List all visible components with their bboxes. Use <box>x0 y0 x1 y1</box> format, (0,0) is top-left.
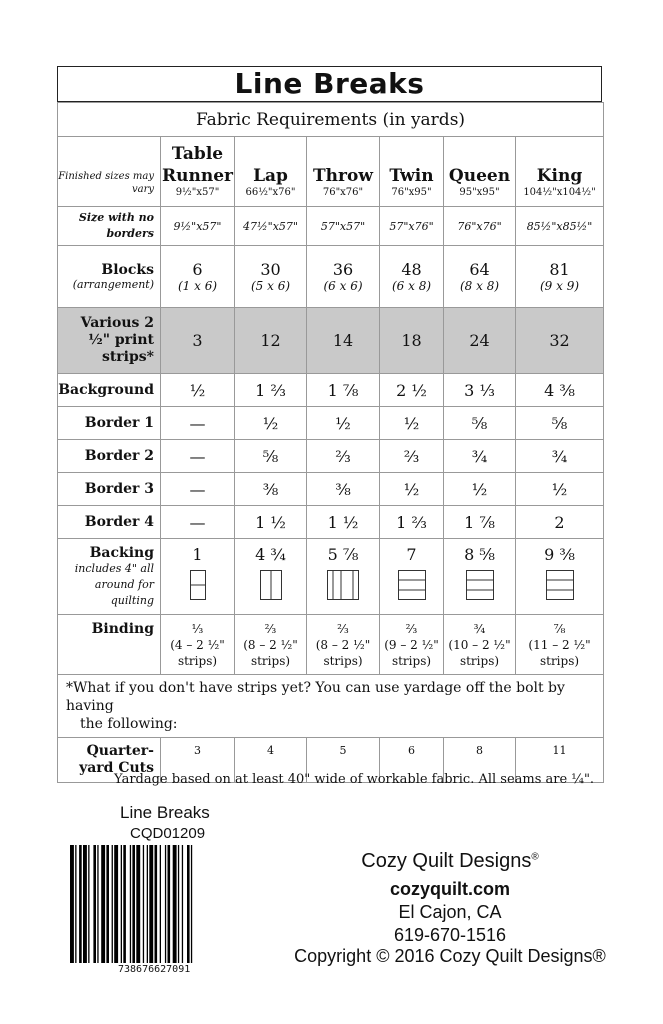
table-cell: 1 ⅞ <box>444 506 516 539</box>
table-cell: 18 <box>380 308 444 374</box>
size-dim: 95"x95" <box>459 187 500 198</box>
blocks-arrangement: (1 x 6) <box>177 279 218 293</box>
barcode-bar <box>178 845 179 963</box>
size-name: Table Runner <box>162 144 233 186</box>
size-name: Lap <box>253 166 288 186</box>
size-header-row <box>58 137 604 207</box>
row-label: Border 4 <box>58 506 161 539</box>
backing-layout-icon <box>260 570 282 600</box>
company-phone: 619-670-1516 <box>393 925 507 945</box>
blocks-count: 6 <box>192 260 203 279</box>
barcode-bar <box>147 845 148 963</box>
table-cell: 1 ½ <box>235 506 307 539</box>
table-cell: 57"x57" <box>307 207 380 246</box>
table-cell: 1 ½ <box>307 506 380 539</box>
binding-value: ¾ <box>473 621 486 636</box>
size-dim: 104½"x104½" <box>523 187 596 198</box>
backing-value: 1 <box>192 545 203 564</box>
barcode-bar <box>143 845 144 963</box>
barcode-bar <box>123 845 126 963</box>
page-title: Line Breaks <box>57 66 602 102</box>
table-cell: — <box>161 473 235 506</box>
binding-value: ⅔ <box>264 621 277 636</box>
barcode-bar <box>165 845 166 963</box>
table-cell: ¾ <box>516 440 604 473</box>
barcode-bar <box>70 845 74 963</box>
strips-row <box>58 308 604 374</box>
binding-value: ⅔ <box>337 621 349 636</box>
blocks-arrangement: (6 x 6) <box>323 279 363 293</box>
table-subtitle: Fabric Requirements (in yards) <box>58 103 604 137</box>
row-label: Background <box>58 374 161 407</box>
barcode-bar <box>83 845 87 963</box>
table-row <box>58 374 604 407</box>
table-cell: 85½"x85½" <box>516 207 604 246</box>
barcode-bar <box>155 845 158 963</box>
barcode-bar <box>182 845 183 963</box>
blocks-arrangement: (5 x 6) <box>250 279 291 293</box>
backing-value: 5 ⅞ <box>327 545 359 564</box>
blocks-arrangement: (8 x 8) <box>459 279 500 293</box>
row-label: Border 3 <box>58 473 161 506</box>
blocks-count: 30 <box>260 260 281 279</box>
table-cell: 9½"x57" <box>161 207 235 246</box>
table-cell: ⅔ <box>380 440 444 473</box>
note-line-1: *What if you don't have strips yet? You can use yardage off the bolt by having <box>66 680 565 714</box>
table-cell: 1 ⅔ <box>235 374 307 407</box>
barcode-bar <box>114 845 118 963</box>
size-name: Throw <box>313 166 373 186</box>
binding-label: Binding <box>58 615 161 675</box>
binding-strips: (8 – 2 ½" <box>243 637 298 652</box>
company-name <box>260 850 640 873</box>
table-cell: 6 <box>380 738 444 783</box>
blocks-arrangement: (9 x 9) <box>540 279 580 293</box>
strips-label: Various 2 ½" print strips* <box>80 315 154 365</box>
binding-strips-word: strips) <box>391 653 432 668</box>
barcode-bar <box>106 845 109 963</box>
table-cell: ½ <box>444 473 516 506</box>
table-cell: ½ <box>380 473 444 506</box>
table-cell: 4 ⅜ <box>516 374 604 407</box>
table-cell: ⅜ <box>235 473 307 506</box>
barcode-bar <box>121 845 122 963</box>
size-dim: 66½"x76" <box>245 187 296 198</box>
row-label: Border 1 <box>58 407 161 440</box>
barcode-bar <box>79 845 82 963</box>
barcode <box>70 845 216 963</box>
backing-layout-icon <box>466 570 494 600</box>
table-row <box>58 440 604 473</box>
table-cell: ½ <box>516 473 604 506</box>
table-cell: 4 <box>235 738 307 783</box>
table-cell: ½ <box>380 407 444 440</box>
quarter-yard-label: Quarter-yard Cuts <box>58 738 161 783</box>
arrangement-label: (arrangement) <box>72 278 154 291</box>
size-dim: 9½"x57" <box>175 187 220 198</box>
backing-layout-icon <box>327 570 359 600</box>
barcode-bar <box>173 845 177 963</box>
barcode-bar <box>75 845 76 963</box>
table-cell: 2 <box>516 506 604 539</box>
table-cell: ⅝ <box>444 407 516 440</box>
table-cell: — <box>161 407 235 440</box>
company-name-text: Cozy Quilt Designs <box>361 850 532 872</box>
binding-value: ⅞ <box>553 621 566 636</box>
barcode-bar <box>168 845 171 963</box>
binding-strips: (4 – 2 ½" <box>170 637 225 652</box>
product-name: Line Breaks <box>120 803 210 822</box>
binding-value: ⅔ <box>405 621 418 636</box>
table-row <box>58 407 604 440</box>
table-cell: ⅜ <box>307 473 380 506</box>
table-cell: 76"x76" <box>444 207 516 246</box>
table-cell: ⅝ <box>516 407 604 440</box>
barcode-bar <box>88 845 89 963</box>
table-cell: 11 <box>516 738 604 783</box>
backing-row <box>58 539 604 615</box>
table-cell: — <box>161 440 235 473</box>
backing-value: 8 ⅝ <box>464 545 495 564</box>
binding-strips-word: strips) <box>250 653 291 668</box>
barcode-bar <box>112 845 113 963</box>
binding-strips: (9 – 2 ½" <box>384 637 439 652</box>
blocks-count: 64 <box>469 260 490 279</box>
size-name: Queen <box>448 166 511 186</box>
barcode-number: 738676627091 <box>118 964 191 975</box>
table-row <box>58 506 604 539</box>
backing-layout-icon <box>546 570 574 600</box>
backing-label: Backing <box>89 545 154 561</box>
blocks-count: 48 <box>401 260 422 279</box>
table-cell: 3 ⅓ <box>444 374 516 407</box>
backing-layout-icon <box>398 570 426 600</box>
barcode-bar <box>191 845 192 963</box>
barcode-bar <box>101 845 105 963</box>
table-cell: ½ <box>161 374 235 407</box>
table-cell: 2 ½ <box>380 374 444 407</box>
binding-value: ⅓ <box>191 621 204 636</box>
table-cell: 14 <box>307 308 380 374</box>
size-dim: 76"x95" <box>391 187 432 198</box>
table-cell: 1 ⅞ <box>307 374 380 407</box>
table-cell: 8 <box>444 738 516 783</box>
row-label: Border 2 <box>58 440 161 473</box>
barcode-bar <box>160 845 161 963</box>
backing-value: 7 <box>406 545 417 564</box>
blocks-arrangement: (6 x 8) <box>391 279 432 293</box>
product-code: CQD01209 <box>130 825 206 842</box>
copyright: Copyright © 2016 Cozy Quilt Designs® <box>294 946 606 966</box>
barcode-bar <box>187 845 190 963</box>
binding-strips-word: strips) <box>539 653 580 668</box>
blocks-label: Blocks <box>101 262 154 278</box>
table-cell: 24 <box>444 308 516 374</box>
table-row <box>58 473 604 506</box>
note-row <box>58 675 604 738</box>
no-border-row <box>58 207 604 246</box>
binding-strips-word: strips) <box>177 653 218 668</box>
table-cell: ½ <box>235 407 307 440</box>
size-dim: 76"x76" <box>322 187 364 198</box>
table-cell: 3 <box>161 308 235 374</box>
company-website[interactable]: cozyquilt.com <box>389 879 510 899</box>
table-cell: 47½"x57" <box>235 207 307 246</box>
table-cell: 1 ⅔ <box>380 506 444 539</box>
note-line-2: the following: <box>80 716 178 732</box>
backing-value: 4 ¾ <box>255 545 286 564</box>
blocks-row <box>58 246 604 308</box>
barcode-bar <box>93 845 96 963</box>
barcode-bar <box>136 845 140 963</box>
finished-sizes-label: Finished sizes may vary <box>58 171 154 195</box>
blocks-count: 36 <box>332 260 354 279</box>
barcode-bar <box>132 845 135 963</box>
yardage-footnote: Yardage based on at least 40" wide of workable fabric. All seams are ¼". <box>114 772 595 787</box>
table-cell: 32 <box>516 308 604 374</box>
table-cell: 3 <box>161 738 235 783</box>
backing-layout-icon <box>190 570 206 600</box>
size-name: King <box>536 166 583 186</box>
backing-sublabel: includes 4" all around for quilting <box>74 562 154 607</box>
table-cell: ¾ <box>444 440 516 473</box>
table-cell: ⅝ <box>235 440 307 473</box>
size-name: Twin <box>389 166 434 186</box>
table-cell: ½ <box>307 407 380 440</box>
barcode-bar <box>130 845 131 963</box>
table-cell: 5 <box>307 738 380 783</box>
table-cell: 12 <box>235 308 307 374</box>
binding-row <box>58 615 604 675</box>
blocks-count: 81 <box>549 260 570 279</box>
backing-value: 9 ⅜ <box>544 545 575 564</box>
barcode-bar <box>149 845 153 963</box>
binding-strips: (10 – 2 ½" <box>448 637 511 652</box>
binding-strips-word: strips) <box>323 653 363 668</box>
binding-strips-word: strips) <box>459 653 500 668</box>
table-cell: ⅔ <box>307 440 380 473</box>
binding-strips: (11 – 2 ½" <box>528 637 591 652</box>
no-border-label: Size with no borders <box>78 211 154 240</box>
barcode-bar <box>97 845 98 963</box>
table-cell: — <box>161 506 235 539</box>
company-city: El Cajon, CA <box>398 902 502 922</box>
registered-mark: ® <box>531 851 539 863</box>
table-cell: 57"x76" <box>380 207 444 246</box>
binding-strips: (8 – 2 ½" <box>315 637 371 652</box>
fabric-requirements-table <box>57 102 604 783</box>
